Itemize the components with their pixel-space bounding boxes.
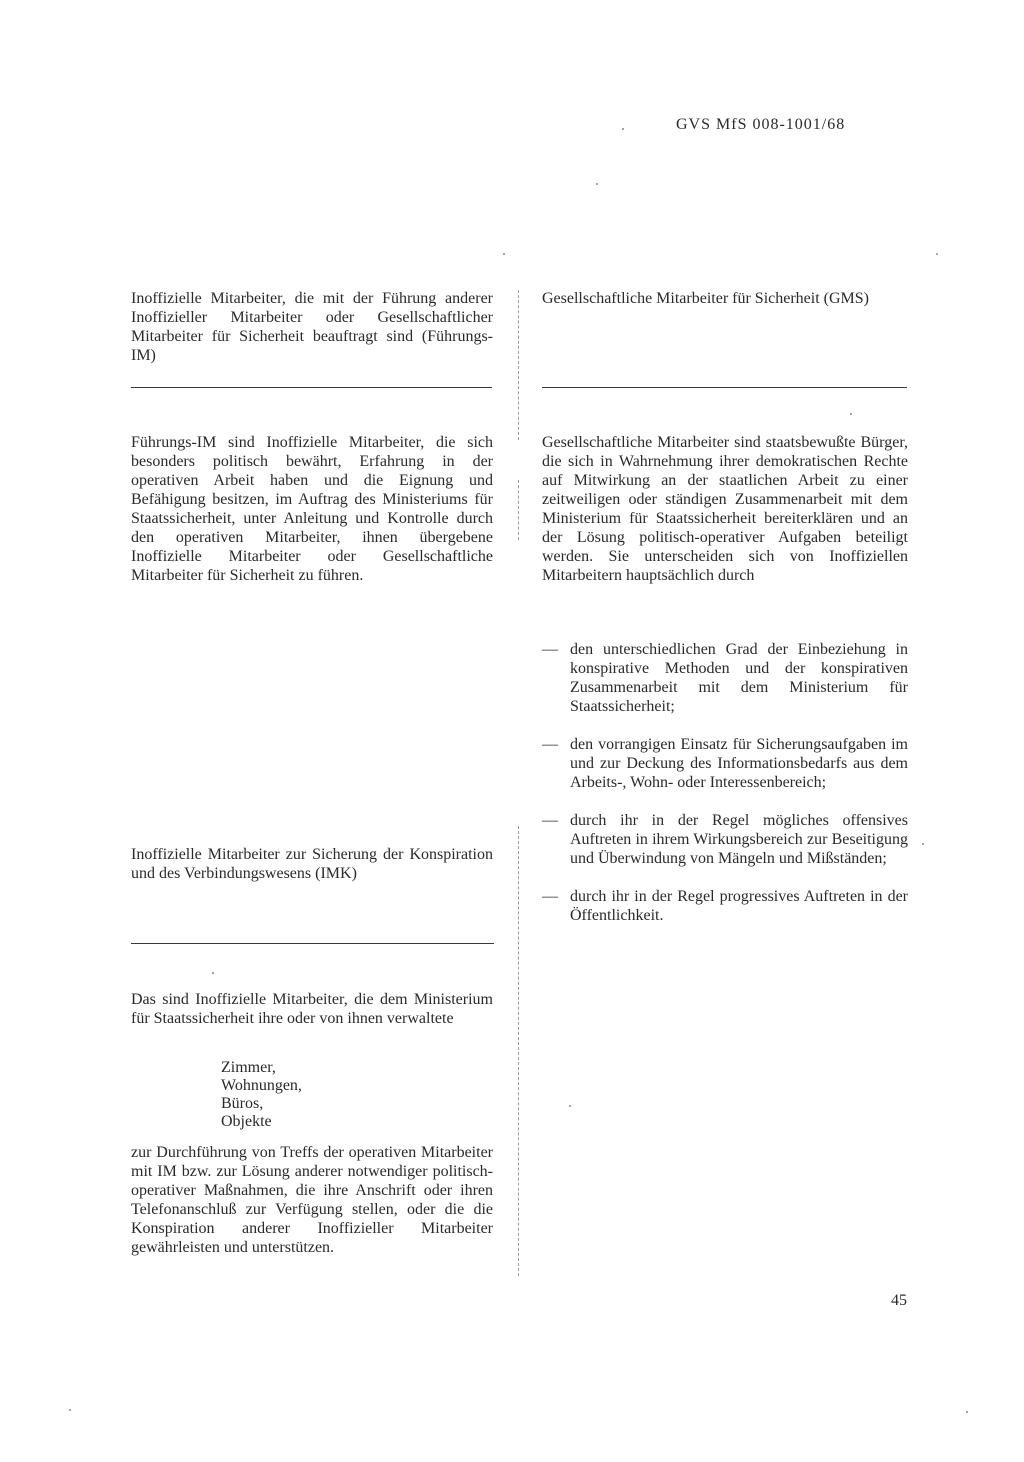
gms-paragraph: Gesellschaftliche Mitarbeiter sind staatsbewußte Bürger, die sich in Wahrnehmung ihrer demokratischen Rechte auf Mitwirkung an der staatlichen Arbeit zu einer zeitweiligen oder ständigen Zusammenarbeit mit dem Ministerium für Staatssicherheit bereiterklären und an der Lösung politisch-operativer Aufgaben beteiligt werden. Sie unterscheiden sich von Inoffiziellen Mitarbeitern hauptsächlich durch [542, 434, 908, 584]
heading-underline [131, 387, 492, 388]
room-list [221, 1059, 302, 1131]
gms-heading: Gesellschaftliche Mitarbeiter für Sicherheit (GMS) [542, 290, 869, 307]
scan-speck [622, 128, 624, 130]
scan-speck [69, 1409, 71, 1411]
imk-paragraph: Das sind Inoffizielle Mitarbeiter, die dem Ministerium für Staatssicherheit ihre oder von ihnen verwaltete [131, 991, 493, 1027]
document-reference: GVS MfS 008-1001/68 [676, 116, 846, 133]
scan-speck [922, 843, 924, 845]
scan-speck [936, 253, 938, 255]
scan-speck [850, 413, 852, 415]
heading-underline [131, 943, 494, 944]
gms-bullet-list [542, 640, 908, 944]
dash-bullet: — [542, 736, 558, 753]
fuehrungs-im-paragraph: Führungs-IM sind Inoffizielle Mitarbeiter, die sich besonders politisch bewährt, Erfahrung in der operativen Arbeit haben und die Eignung und Befähigung besitzen, im Auftrag des Ministeriums für Staatssicherheit, unter Anleitung und Kontrolle durch den operativen Mitarbeiter, ihnen übergebene Inoffizielle Mitarbeiter oder Gesellschaftliche Mitarbeiter für Sicherheit zu führen. [131, 434, 493, 584]
list-item [542, 887, 908, 925]
room-list-item: Wohnungen, [221, 1077, 302, 1094]
dash-bullet: — [542, 641, 558, 658]
heading-underline [542, 387, 907, 388]
list-item-text: den unterschiedlichen Grad der Einbeziehung in konspirative Methoden und der konspirativen Zusammenarbeit mit dem Ministerium für Staatssicherheit; [570, 641, 908, 715]
list-item-text: durch ihr in der Regel progressives Auftreten in der Öffentlichkeit. [570, 888, 908, 924]
list-item-text: den vorrangigen Einsatz für Sicherungsaufgaben im und zur Deckung des Informationsbedarfs aus dem Arbeits-, Wohn- oder Interessenbereich; [570, 736, 908, 791]
column-divider [518, 290, 519, 440]
room-list-item: Zimmer, [221, 1059, 276, 1076]
scan-speck [212, 972, 214, 974]
list-item-text: durch ihr in der Regel mögliches offensives Auftreten in ihrem Wirkungsbereich zur Beseitigung und Überwindung von Mängeln und Mißständen; [570, 812, 908, 867]
scan-speck [966, 1411, 968, 1413]
scan-speck [503, 253, 505, 255]
dash-bullet: — [542, 812, 558, 829]
dash-bullet: — [542, 888, 558, 905]
list-item [542, 640, 908, 716]
scan-speck [596, 183, 598, 185]
column-divider [518, 480, 519, 540]
imk-paragraph-continued: zur Durchführung von Treffs der operativen Mitarbeiter mit IM bzw. zur Lösung anderer notwendiger politisch-operativer Maßnahmen, die ihre Anschrift oder ihren Telefonanschluß zur Verfügung stellen, oder die die Konspiration anderer Inoffizieller Mitarbeiter gewährleisten und unterstützen. [131, 1144, 493, 1256]
scan-speck [569, 1105, 571, 1107]
room-list-item: Büros, [221, 1095, 264, 1112]
list-item [542, 811, 908, 868]
column-divider [518, 826, 519, 1276]
imk-heading: Inoffizielle Mitarbeiter zur Sicherung der Konspiration und des Verbindungswesens (IMK) [131, 846, 493, 882]
list-item [542, 735, 908, 792]
page-number: 45 [891, 1292, 907, 1309]
fuehrungs-im-heading: Inoffizielle Mitarbeiter, die mit der Führung anderer Inoffizieller Mitarbeiter oder Gesellschaftlicher Mitarbeiter für Sicherheit beauftragt sind (Führungs-IM) [131, 290, 493, 364]
room-list-item: Objekte [221, 1113, 272, 1130]
